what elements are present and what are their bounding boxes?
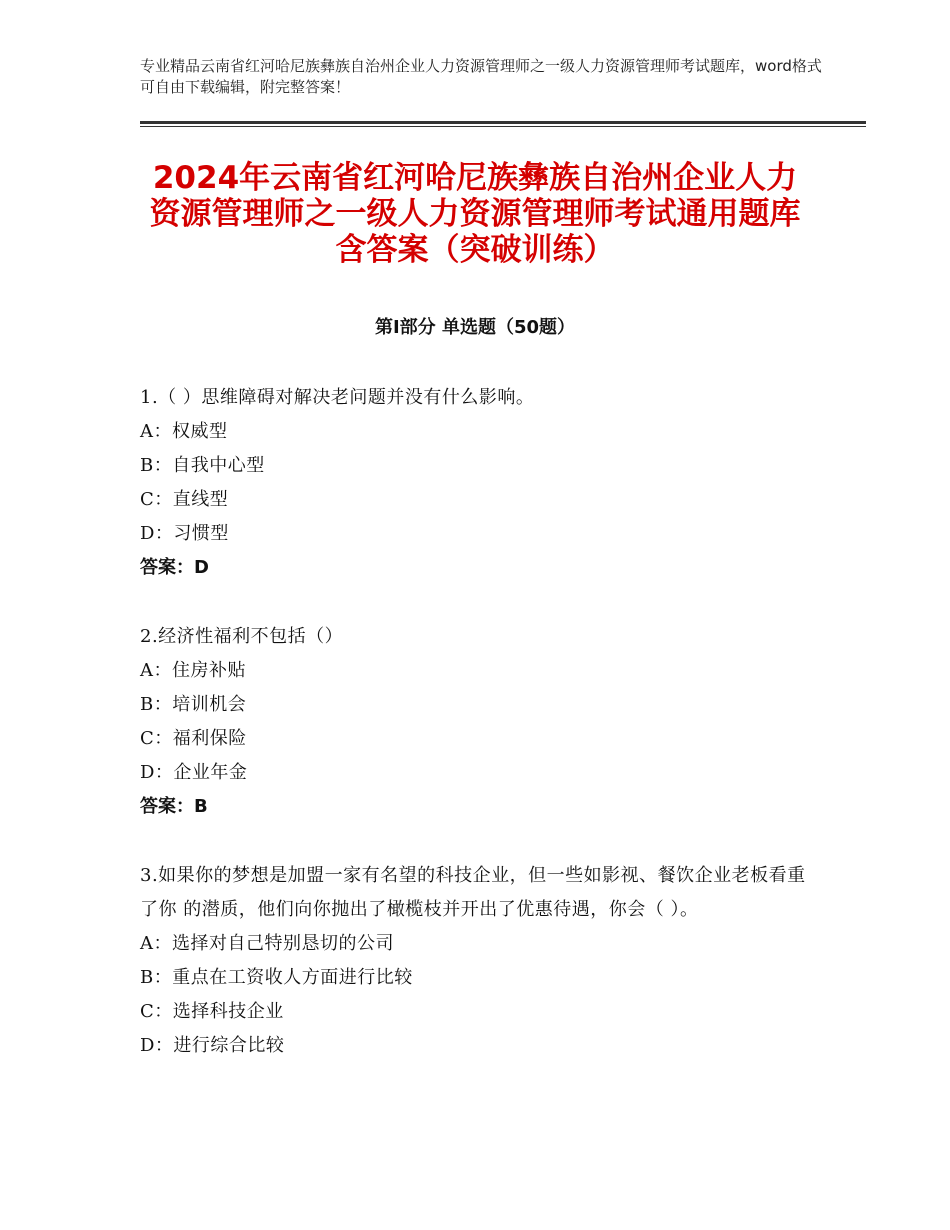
option-d: D：企业年金	[140, 762, 248, 783]
question-stem: 2.经济性福利不包括（）	[140, 626, 344, 647]
answer: 答案：B	[140, 796, 208, 817]
option-a: A：选择对自己特别恳切的公司	[140, 933, 394, 954]
question-2	[140, 620, 810, 824]
document-title: 2024年云南省红河哈尼族彝族自治州企业人力资源管理师之一级人力资源管理师考试通用题库含答案（突破训练）	[149, 160, 801, 268]
question-stem: 3.如果你的梦想是加盟一家有名望的科技企业，但一些如影视、餐饮企业老板看重了你 的潜质，他们向你抛出了橄榄枝并开出了优惠待遇，你会（ ）。	[140, 865, 806, 920]
section-title: 第Ⅰ部分 单选题（50题）	[374, 317, 575, 338]
option-d: D：习惯型	[140, 523, 229, 544]
question-stem: 1.（ ）思维障碍对解决老问题并没有什么影响。	[140, 387, 535, 408]
option-a: A：权威型	[140, 421, 228, 442]
header-divider-thin	[140, 126, 866, 127]
option-a: A：住房补贴	[140, 660, 246, 681]
answer: 答案：D	[140, 557, 209, 578]
question-3	[140, 859, 810, 1063]
question-1	[140, 381, 810, 585]
header-note: 专业精品云南省红河哈尼族彝族自治州企业人力资源管理师之一级人力资源管理师考试题库，word格式可自由下载编辑，附完整答案！	[140, 57, 822, 96]
option-c: C：选择科技企业	[140, 1001, 284, 1022]
option-b: B：重点在工资收人方面进行比较	[140, 967, 413, 988]
option-c: C：福利保险	[140, 728, 247, 749]
option-b: B：自我中心型	[140, 455, 265, 476]
header-divider-thick	[140, 121, 866, 124]
option-d: D：进行综合比较	[140, 1035, 285, 1056]
option-b: B：培训机会	[140, 694, 247, 715]
question-list	[140, 381, 810, 1098]
option-c: C：直线型	[140, 489, 229, 510]
